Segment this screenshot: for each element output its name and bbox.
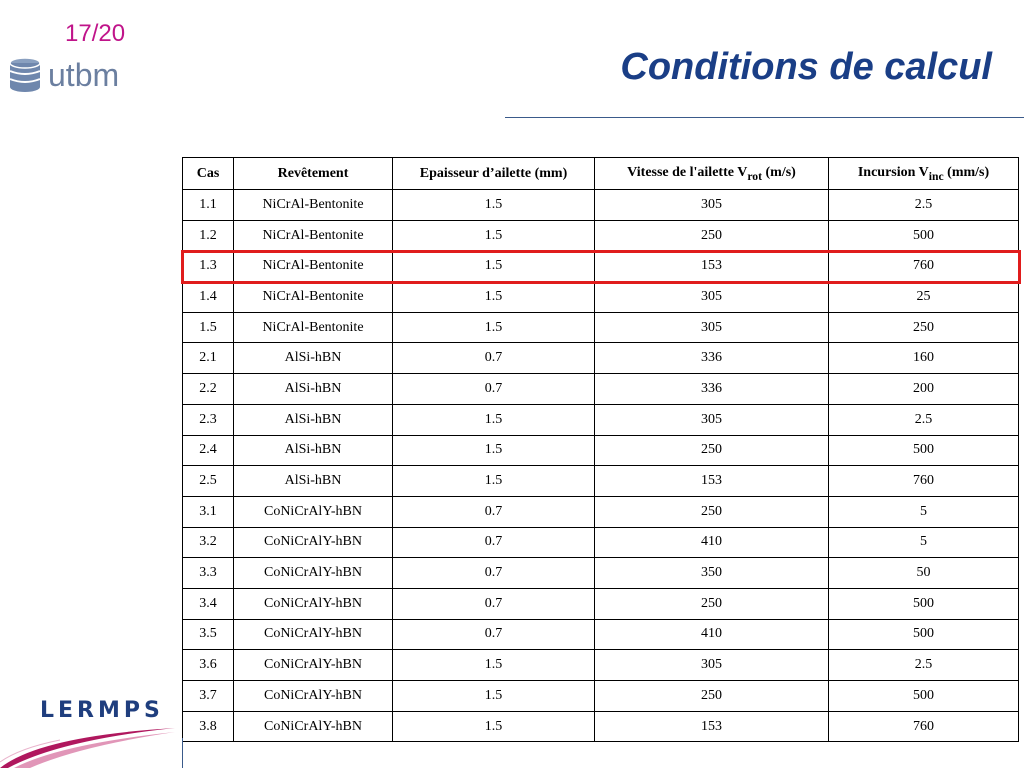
- cell-revetement: NiCrAl-Bentonite: [234, 282, 393, 313]
- cell-revetement: AlSi-hBN: [234, 404, 393, 435]
- cell-vitesse: 250: [595, 588, 829, 619]
- header-vitesse-main: Vitesse de l'ailette V: [627, 164, 748, 180]
- header-vitesse-unit: (m/s): [762, 164, 796, 180]
- cell-epaisseur: 1.5: [393, 466, 595, 497]
- cell-incursion: 25: [829, 282, 1019, 313]
- cell-revetement: CoNiCrAlY-hBN: [234, 496, 393, 527]
- cell-revetement: AlSi-hBN: [234, 343, 393, 374]
- cell-revetement: NiCrAl-Bentonite: [234, 312, 393, 343]
- cell-cas: 3.8: [183, 711, 234, 742]
- cell-epaisseur: 0.7: [393, 527, 595, 558]
- cell-vitesse: 350: [595, 558, 829, 589]
- cell-incursion: 500: [829, 588, 1019, 619]
- cell-vitesse: 153: [595, 466, 829, 497]
- cell-cas: 3.5: [183, 619, 234, 650]
- database-cylinder-icon: [8, 57, 42, 93]
- table-row: [183, 190, 1019, 221]
- cell-incursion: 250: [829, 312, 1019, 343]
- cell-cas: 1.4: [183, 282, 234, 313]
- cell-epaisseur: 0.7: [393, 343, 595, 374]
- cell-cas: 2.4: [183, 435, 234, 466]
- cell-incursion: 2.5: [829, 404, 1019, 435]
- table-row: [183, 282, 1019, 313]
- cell-vitesse: 250: [595, 681, 829, 712]
- cell-incursion: 760: [829, 466, 1019, 497]
- header-vitesse: [595, 158, 829, 190]
- cell-cas: 3.1: [183, 496, 234, 527]
- cell-epaisseur: 1.5: [393, 711, 595, 742]
- header-cas: Cas: [183, 158, 234, 190]
- cell-revetement: CoNiCrAlY-hBN: [234, 527, 393, 558]
- table-header-row: [183, 158, 1019, 190]
- cell-vitesse: 410: [595, 527, 829, 558]
- cell-vitesse: 305: [595, 650, 829, 681]
- table-row: [183, 588, 1019, 619]
- cell-vitesse: 410: [595, 619, 829, 650]
- cell-incursion: 5: [829, 527, 1019, 558]
- lermps-logo: [0, 696, 180, 768]
- cell-vitesse: 336: [595, 343, 829, 374]
- cell-epaisseur: 1.5: [393, 220, 595, 251]
- cell-revetement: CoNiCrAlY-hBN: [234, 558, 393, 589]
- cell-epaisseur: 0.7: [393, 619, 595, 650]
- cell-revetement: CoNiCrAlY-hBN: [234, 650, 393, 681]
- cell-epaisseur: 1.5: [393, 650, 595, 681]
- cell-epaisseur: 0.7: [393, 558, 595, 589]
- header-incursion-sub: inc: [928, 169, 944, 183]
- cell-incursion: 5: [829, 496, 1019, 527]
- lermps-logo-text: LERMPS: [40, 698, 164, 723]
- cell-cas: 2.5: [183, 466, 234, 497]
- cell-incursion: 500: [829, 220, 1019, 251]
- table-row: [183, 343, 1019, 374]
- page-number: 17/20: [65, 20, 126, 47]
- cell-incursion: 500: [829, 435, 1019, 466]
- cell-incursion: 760: [829, 711, 1019, 742]
- utbm-logo-text: utbm: [48, 57, 120, 93]
- cell-incursion: 2.5: [829, 650, 1019, 681]
- table-row: [183, 527, 1019, 558]
- cell-cas: 3.3: [183, 558, 234, 589]
- cell-epaisseur: 0.7: [393, 588, 595, 619]
- header-revetement: Revêtement: [234, 158, 393, 190]
- cell-vitesse: 305: [595, 404, 829, 435]
- table-row: [183, 619, 1019, 650]
- cell-vitesse: 153: [595, 251, 829, 282]
- table-row: [183, 711, 1019, 742]
- cell-epaisseur: 0.7: [393, 374, 595, 405]
- table-row: [183, 466, 1019, 497]
- cell-cas: 3.2: [183, 527, 234, 558]
- table-row: [183, 404, 1019, 435]
- header-incursion: [829, 158, 1019, 190]
- table-row: [183, 220, 1019, 251]
- cell-epaisseur: 1.5: [393, 404, 595, 435]
- cell-cas: 1.5: [183, 312, 234, 343]
- cell-revetement: AlSi-hBN: [234, 466, 393, 497]
- cell-vitesse: 305: [595, 190, 829, 221]
- table-row: [183, 435, 1019, 466]
- header-incursion-main: Incursion V: [857, 164, 929, 180]
- table-row: [183, 251, 1019, 282]
- cell-vitesse: 305: [595, 282, 829, 313]
- cell-revetement: AlSi-hBN: [234, 374, 393, 405]
- cell-cas: 2.1: [183, 343, 234, 374]
- cell-vitesse: 250: [595, 220, 829, 251]
- table-row: [183, 681, 1019, 712]
- table-row: [183, 650, 1019, 681]
- cell-vitesse: 153: [595, 711, 829, 742]
- table-row: [183, 558, 1019, 589]
- cell-vitesse: 250: [595, 435, 829, 466]
- cell-vitesse: 336: [595, 374, 829, 405]
- cell-epaisseur: 1.5: [393, 251, 595, 282]
- table-row: [183, 374, 1019, 405]
- cell-revetement: CoNiCrAlY-hBN: [234, 619, 393, 650]
- cell-incursion: 500: [829, 681, 1019, 712]
- cell-vitesse: 250: [595, 496, 829, 527]
- cell-vitesse: 305: [595, 312, 829, 343]
- header-epaisseur: Epaisseur d’ailette (mm): [393, 158, 595, 190]
- cell-incursion: 500: [829, 619, 1019, 650]
- cell-epaisseur: 1.5: [393, 282, 595, 313]
- header-incursion-unit: (mm/s): [943, 164, 990, 180]
- table-row: [183, 312, 1019, 343]
- cell-cas: 3.6: [183, 650, 234, 681]
- vertical-divider: [182, 738, 183, 768]
- cell-epaisseur: 1.5: [393, 435, 595, 466]
- cell-cas: 2.3: [183, 404, 234, 435]
- cell-epaisseur: 0.7: [393, 496, 595, 527]
- cell-cas: 1.2: [183, 220, 234, 251]
- cell-cas: 3.7: [183, 681, 234, 712]
- cell-incursion: 760: [829, 251, 1019, 282]
- cell-revetement: AlSi-hBN: [234, 435, 393, 466]
- cell-epaisseur: 1.5: [393, 190, 595, 221]
- cell-incursion: 200: [829, 374, 1019, 405]
- cell-revetement: NiCrAl-Bentonite: [234, 190, 393, 221]
- cell-cas: 2.2: [183, 374, 234, 405]
- utbm-logo: [8, 55, 119, 95]
- cell-epaisseur: 1.5: [393, 312, 595, 343]
- cell-cas: 3.4: [183, 588, 234, 619]
- conditions-table: [182, 157, 1019, 742]
- cell-revetement: CoNiCrAlY-hBN: [234, 588, 393, 619]
- slide-title: Conditions de calcul: [620, 46, 992, 88]
- cell-revetement: CoNiCrAlY-hBN: [234, 681, 393, 712]
- title-divider: [505, 117, 1024, 118]
- cell-cas: 1.3: [183, 251, 234, 282]
- cell-incursion: 2.5: [829, 190, 1019, 221]
- swoosh-icon: [0, 696, 180, 768]
- header-vitesse-sub: rot: [747, 169, 762, 183]
- cell-cas: 1.1: [183, 190, 234, 221]
- cell-incursion: 50: [829, 558, 1019, 589]
- cell-revetement: NiCrAl-Bentonite: [234, 251, 393, 282]
- cell-revetement: CoNiCrAlY-hBN: [234, 711, 393, 742]
- cell-revetement: NiCrAl-Bentonite: [234, 220, 393, 251]
- cell-incursion: 160: [829, 343, 1019, 374]
- cell-epaisseur: 1.5: [393, 681, 595, 712]
- table-row: [183, 496, 1019, 527]
